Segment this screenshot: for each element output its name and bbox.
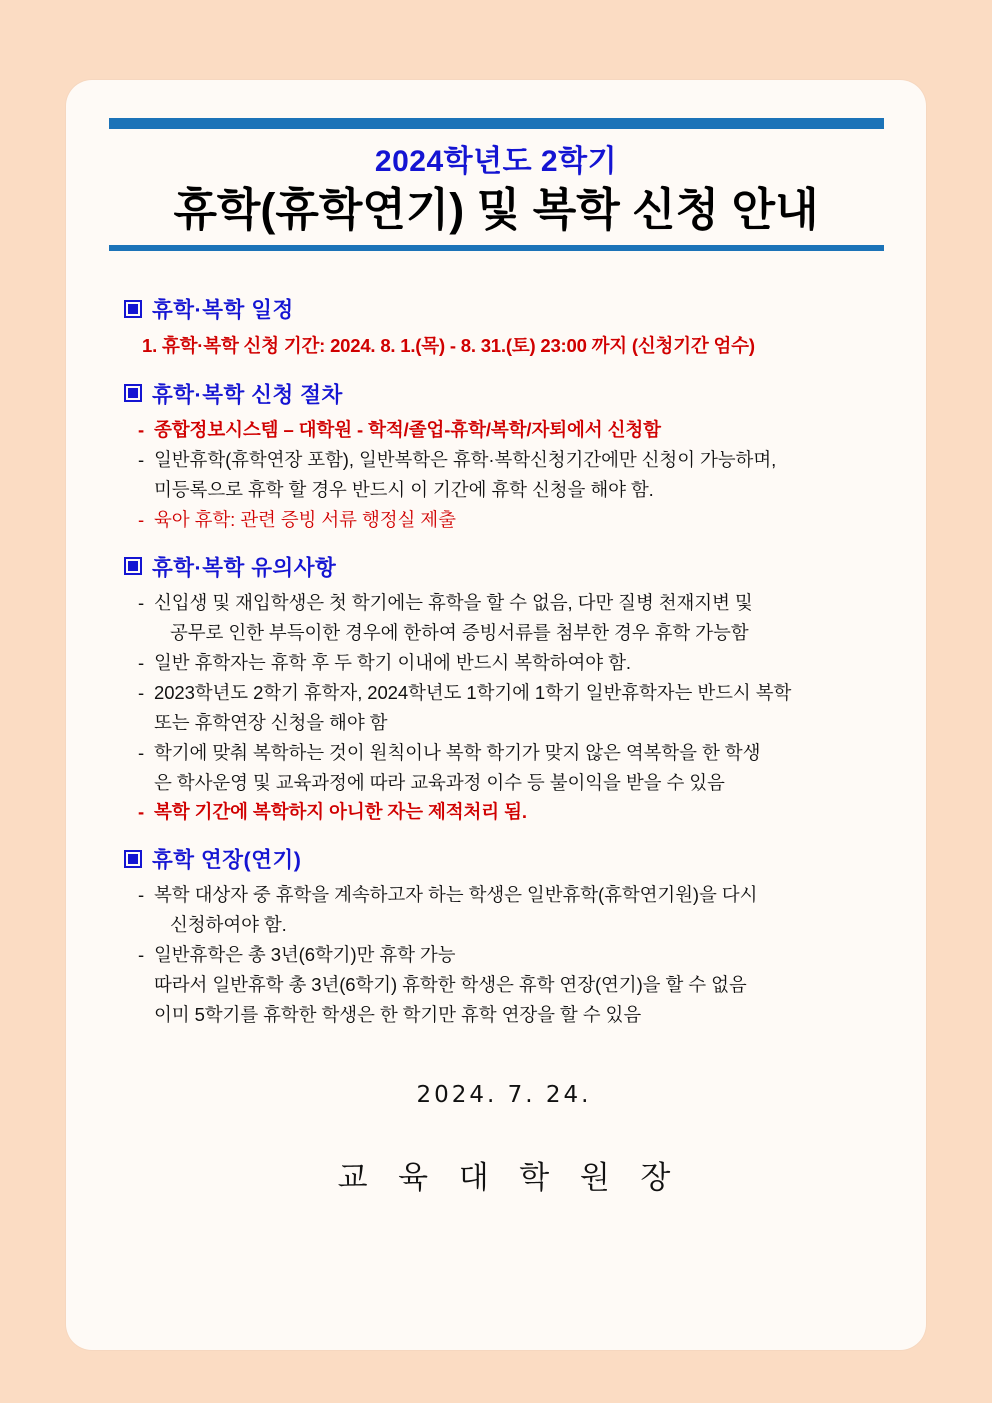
page-title: 휴학(휴학연기) 및 복학 신청 안내	[173, 183, 819, 235]
list-item-text: 일반 휴학자는 휴학 후 두 학기 이내에 반드시 복학하여야 함.	[154, 651, 631, 673]
list-item-continuation: 공무로 인한 부득이한 경우에 한하여 증빙서류를 첨부한 경우 휴학 가능함	[170, 621, 749, 643]
section-schedule	[124, 293, 884, 361]
section-heading	[124, 551, 884, 582]
title-block	[96, 129, 896, 237]
section-precautions	[124, 551, 884, 828]
dash-marker: -	[138, 741, 145, 763]
list-item	[138, 505, 884, 535]
list-item-continuation: 신청하여야 함.	[170, 914, 287, 936]
square-bullet-icon	[124, 300, 142, 318]
square-bullet-icon	[124, 850, 142, 868]
list-item-continuation: 은 학사운영 및 교육과정에 따라 교육과정 이수 등 불이익을 받을 수 있음	[154, 771, 725, 793]
list-item-text: 육아 휴학: 관련 증빙 서류 행정실 제출	[154, 508, 456, 530]
list-item-text: 복학 대상자 중 휴학을 계속하고자 하는 학생은 일반휴학(휴학연기원)을 다시	[154, 884, 758, 906]
list-item	[138, 415, 884, 445]
section-heading-label: 휴학·복학 일정	[152, 298, 294, 323]
dash-marker: -	[138, 801, 145, 823]
list-item	[138, 940, 884, 970]
list-item	[138, 797, 884, 827]
dash-marker: -	[138, 681, 145, 703]
dash-marker: -	[138, 651, 145, 673]
precautions-list	[124, 588, 884, 828]
list-item-continuation: 미등록으로 휴학 할 경우 반드시 이 기간에 휴학 신청을 해야 함.	[154, 478, 654, 500]
list-item	[138, 648, 884, 678]
page-subtitle: 2024학년도 2학기	[374, 145, 618, 178]
dash-marker: -	[138, 418, 145, 440]
section-heading-label: 휴학 연장(연기)	[152, 848, 302, 873]
issuer-title: 교 육 대 학 원 장	[337, 1160, 682, 1196]
list-item-text: 복학 기간에 복학하지 아니한 자는 제적처리 됨.	[154, 801, 527, 823]
section-heading-label: 휴학·복학 유의사항	[152, 555, 337, 580]
section-heading	[124, 293, 884, 324]
square-bullet-icon	[124, 384, 142, 402]
list-item-continuation: 따라서 일반휴학 총 3년(6학기) 휴학한 학생은 휴학 연장(연기)을 할 수 없음	[154, 974, 747, 996]
section-heading	[124, 378, 884, 409]
list-item-text: 2023학년도 2학기 휴학자, 2024학년도 1학기에 1학기 일반휴학자는 반드시 복학	[154, 681, 792, 703]
list-item	[138, 678, 884, 708]
section-procedure	[124, 378, 884, 535]
issue-date: 2024. 7. 24.	[416, 1082, 592, 1109]
square-bullet-icon	[124, 557, 142, 575]
procedure-list	[124, 415, 884, 535]
dash-marker: -	[138, 448, 145, 470]
schedule-item: 1. 휴학·복학 신청 기간: 2024. 8. 1.(목) - 8. 31.(토) 23:00 까지 (신청기간 엄수)	[142, 335, 755, 357]
section-extension	[124, 843, 884, 1030]
list-item-text: 학기에 맞춰 복학하는 것이 원칙이나 복학 학기가 맞지 않은 역복학을 한 학생	[154, 741, 761, 763]
dash-marker: -	[138, 508, 145, 530]
notice-footer	[124, 1082, 884, 1197]
section-heading-label: 휴학·복학 신청 절차	[152, 382, 343, 407]
list-item	[138, 445, 884, 475]
notice-page	[66, 80, 926, 1350]
list-item-text: 일반휴학(휴학연장 포함), 일반복학은 휴학·복학신청기간에만 신청이 가능하며,	[154, 448, 777, 470]
list-item	[138, 880, 884, 910]
list-item-text: 일반휴학은 총 3년(6학기)만 휴학 가능	[154, 944, 456, 966]
notice-inner	[96, 118, 896, 1330]
list-item-continuation: 이미 5학기를 휴학한 학생은 한 학기만 휴학 연장을 할 수 있음	[154, 1004, 642, 1026]
list-item	[138, 588, 884, 618]
list-item	[138, 738, 884, 768]
list-item-continuation: 또는 휴학연장 신청을 해야 함	[154, 711, 388, 733]
section-heading	[124, 843, 884, 874]
extension-list	[124, 880, 884, 1030]
dash-marker: -	[138, 884, 145, 906]
list-item-text: 종합정보시스템 – 대학원 - 학적/졸업-휴학/복학/자퇴에서 신청함	[154, 418, 661, 440]
notice-content	[96, 251, 896, 1197]
dash-marker: -	[138, 591, 145, 613]
top-divider-bar	[109, 118, 884, 129]
list-item-text: 신입생 및 재입학생은 첫 학기에는 휴학을 할 수 없음, 다만 질병 천재지변 및	[154, 591, 753, 613]
dash-marker: -	[138, 944, 145, 966]
